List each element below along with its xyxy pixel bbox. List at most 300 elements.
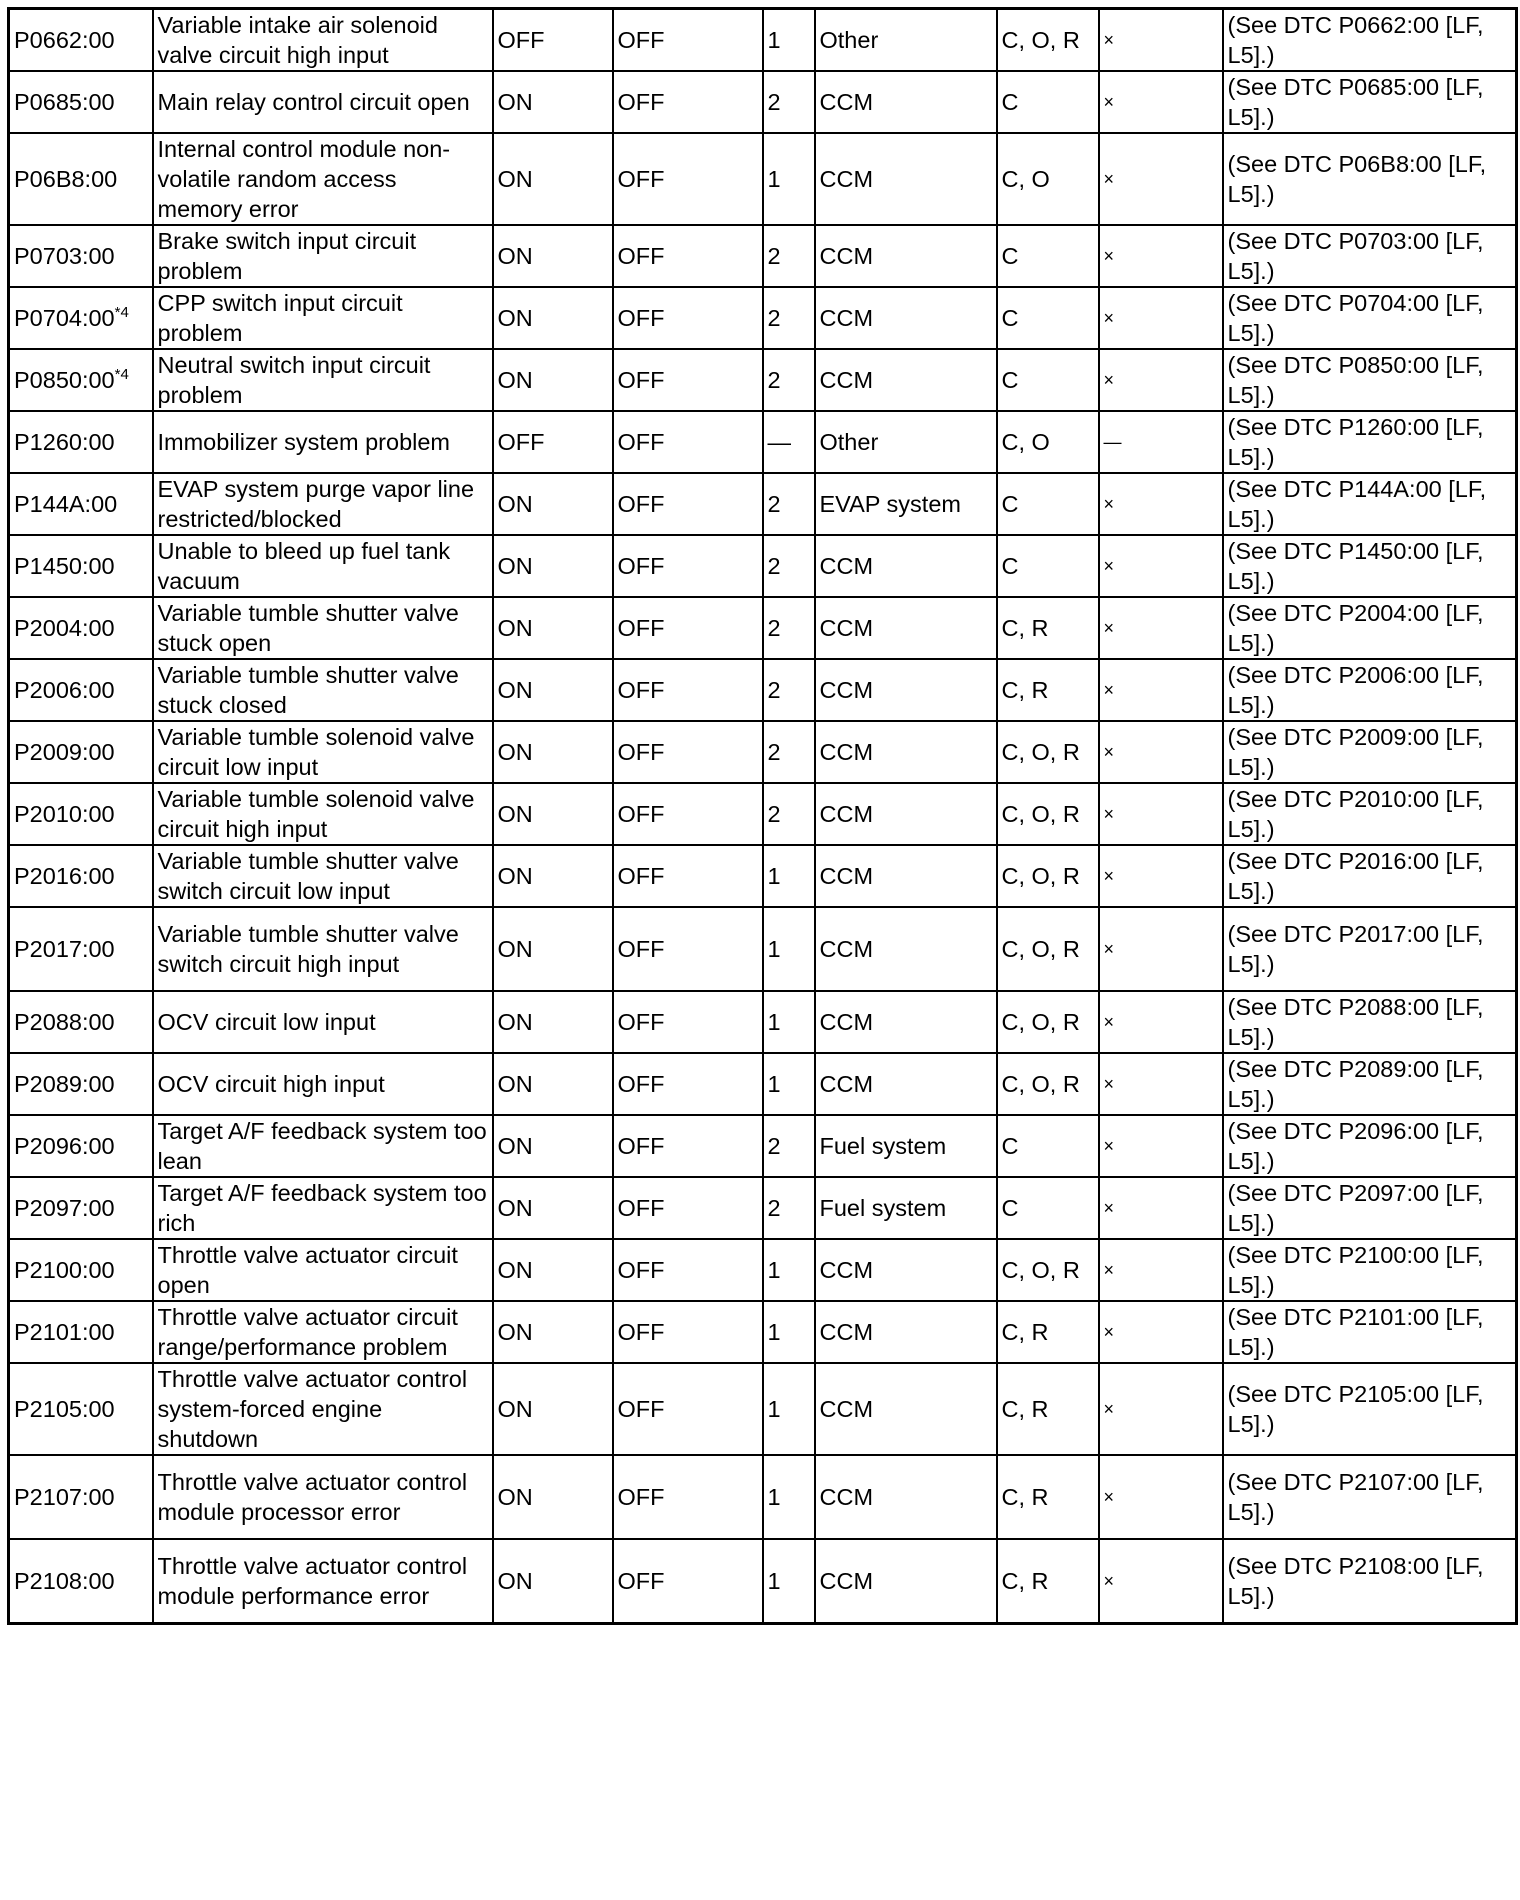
memory-function: C [1001,243,1019,269]
mil-cell [493,1177,613,1239]
reference-link[interactable]: (See DTC P144A:00 [LF, L5].) [1227,476,1487,532]
reference-cell [1223,721,1517,783]
monitor-item: CCM [819,89,874,115]
dtc-code-cell [9,287,153,349]
memory-function-cell [997,1239,1099,1301]
dc-status: OFF [617,1484,665,1510]
mil-cell [493,473,613,535]
dc-status: OFF [617,305,665,331]
drive-cycle: 2 [767,801,781,827]
mark: × [1103,30,1115,50]
memory-function-cell [997,1455,1099,1539]
dc-cell [613,1177,763,1239]
drive-cycle: 2 [767,243,781,269]
table-row [9,659,1517,721]
drive-cycle: 1 [767,166,781,192]
drive-cycle-cell [763,1539,815,1623]
memory-function-cell [997,659,1099,721]
drive-cycle: 2 [767,305,781,331]
dtc-code-cell [9,349,153,411]
memory-function-cell [997,71,1099,133]
mil-cell [493,1363,613,1455]
dtc-code-cell [9,71,153,133]
dtc-description: Variable tumble shutter valve stuck closed [157,662,459,718]
monitor-item-cell [815,783,997,845]
mark-cell [1099,907,1223,991]
table-row [9,225,1517,287]
mark: × [1103,742,1115,762]
memory-function-cell [997,411,1099,473]
mark-cell [1099,1455,1223,1539]
mil-cell [493,721,613,783]
monitor-item: CCM [819,553,874,579]
dc-status: OFF [617,801,665,827]
reference-link[interactable]: (See DTC P2105:00 [LF, L5].) [1227,1381,1484,1437]
reference-cell [1223,287,1517,349]
drive-cycle: 1 [767,1396,781,1422]
dc-cell [613,991,763,1053]
mil-status: ON [497,801,533,827]
mark-cell [1099,1053,1223,1115]
reference-link[interactable]: (See DTC P0685:00 [LF, L5].) [1227,74,1484,130]
dtc-code-cell [9,659,153,721]
mark-cell [1099,1363,1223,1455]
dtc-code: P2009:00 [14,739,115,765]
monitor-item: CCM [819,1396,874,1422]
dc-cell [613,349,763,411]
description-cell [153,1539,493,1623]
memory-function: C [1001,367,1019,393]
memory-function-cell [997,1053,1099,1115]
drive-cycle-cell [763,659,815,721]
monitor-item: CCM [819,677,874,703]
drive-cycle-cell [763,411,815,473]
reference-cell [1223,133,1517,225]
memory-function: C [1001,1195,1019,1221]
mil-cell [493,783,613,845]
dc-cell [613,225,763,287]
memory-function-cell [997,991,1099,1053]
dtc-code: P2089:00 [14,1071,115,1097]
dtc-code: P2006:00 [14,677,115,703]
reference-cell [1223,1053,1517,1115]
dtc-code-cell [9,845,153,907]
monitor-item-cell [815,535,997,597]
mark-cell [1099,597,1223,659]
mil-cell [493,1239,613,1301]
description-cell [153,1301,493,1363]
drive-cycle: 2 [767,491,781,517]
mil-cell [493,349,613,411]
mil-cell [493,1455,613,1539]
mark-cell [1099,411,1223,473]
mil-status: ON [497,1484,533,1510]
dc-status: OFF [617,429,665,455]
memory-function: C, O, R [1001,1071,1080,1097]
mil-status: ON [497,166,533,192]
dtc-description: Target A/F feedback system too lean [157,1118,487,1174]
mil-status: ON [497,305,533,331]
drive-cycle: 2 [767,739,781,765]
dc-cell [613,133,763,225]
drive-cycle-cell [763,783,815,845]
reference-cell [1223,991,1517,1053]
description-cell [153,721,493,783]
reference-cell [1223,1455,1517,1539]
reference-link[interactable]: (See DTC P2100:00 [LF, L5].) [1227,1242,1484,1298]
mark-cell [1099,1539,1223,1623]
mark: × [1103,494,1115,514]
description-cell [153,1053,493,1115]
drive-cycle: 1 [767,1484,781,1510]
drive-cycle-cell [763,287,815,349]
mil-cell [493,907,613,991]
dtc-code-cell [9,1301,153,1363]
reference-cell [1223,845,1517,907]
dtc-code-cell [9,1539,153,1623]
dc-status: OFF [617,1567,665,1594]
reference-link[interactable]: (See DTC P2097:00 [LF, L5].) [1227,1180,1484,1236]
mark-cell [1099,845,1223,907]
dc-cell [613,1301,763,1363]
mark-cell [1099,991,1223,1053]
description-cell [153,9,493,72]
dc-status: OFF [617,553,665,579]
monitor-item: CCM [819,863,874,889]
monitor-item-cell [815,133,997,225]
reference-link[interactable]: (See DTC P2101:00 [LF, L5].) [1227,1304,1484,1360]
dtc-description: Variable tumble shutter valve switch circuit low input [157,848,459,904]
drive-cycle: 1 [767,1009,781,1035]
mark: × [1103,556,1115,576]
monitor-item: Other [819,429,879,455]
dtc-description: Throttle valve actuator control module performance error [157,1552,468,1609]
mark: × [1103,804,1115,824]
dtc-code-cell [9,783,153,845]
description-cell [153,1115,493,1177]
dc-cell [613,597,763,659]
drive-cycle-cell [763,1177,815,1239]
dtc-description: Main relay control circuit open [157,89,470,115]
drive-cycle: 1 [767,863,781,889]
mark: × [1103,680,1115,700]
dtc-description: Internal control module non-volatile random access memory error [157,136,451,222]
drive-cycle-cell [763,1455,815,1539]
monitor-item: CCM [819,1484,874,1510]
dc-status: OFF [617,89,665,115]
dtc-code: P2010:00 [14,801,115,827]
reference-link[interactable]: (See DTC P1260:00 [LF, L5].) [1227,414,1484,470]
mil-status: ON [497,863,533,889]
drive-cycle-cell [763,349,815,411]
monitor-item-cell [815,1455,997,1539]
description-cell [153,1177,493,1239]
memory-function-cell [997,721,1099,783]
memory-function-cell [997,845,1099,907]
dtc-description: Variable tumble solenoid valve circuit high input [157,786,475,842]
table-row [9,907,1517,991]
table-row [9,1301,1517,1363]
drive-cycle-cell [763,535,815,597]
dtc-description: OCV circuit high input [157,1071,385,1097]
table-row [9,845,1517,907]
mark-cell [1099,721,1223,783]
dtc-code: P2016:00 [14,863,115,889]
dc-cell [613,1053,763,1115]
dtc-code-cell [9,1455,153,1539]
drive-cycle: 2 [767,615,781,641]
mark: × [1103,1487,1115,1507]
table-row [9,1053,1517,1115]
description-cell [153,349,493,411]
mil-status: ON [497,1071,533,1097]
reference-link[interactable]: (See DTC P0703:00 [LF, L5].) [1227,228,1484,284]
mark-cell [1099,225,1223,287]
dc-status: OFF [617,615,665,641]
mark: × [1103,246,1115,266]
description-cell [153,71,493,133]
memory-function: C, O, R [1001,27,1080,53]
dtc-description: CPP switch input circuit problem [157,290,403,346]
memory-function: C [1001,1133,1019,1159]
mark-cell [1099,535,1223,597]
reference-link[interactable]: (See DTC P2009:00 [LF, L5].) [1227,724,1484,780]
reference-cell [1223,907,1517,991]
mark-cell [1099,9,1223,72]
memory-function: C, O, R [1001,1009,1080,1035]
dtc-code-cell [9,597,153,659]
dtc-table-body [9,9,1517,1624]
dtc-description: OCV circuit low input [157,1009,376,1035]
dc-cell [613,1455,763,1539]
monitor-item-cell [815,907,997,991]
reference-link[interactable]: (See DTC P2017:00 [LF, L5].) [1227,921,1484,977]
table-row [9,349,1517,411]
reference-link[interactable]: (See DTC P0850:00 [LF, L5].) [1227,352,1484,408]
memory-function: C [1001,553,1019,579]
drive-cycle-cell [763,1115,815,1177]
memory-function: C, O, R [1001,739,1080,765]
reference-cell [1223,1363,1517,1455]
table-row [9,1539,1517,1623]
mil-cell [493,1115,613,1177]
dtc-code: P2096:00 [14,1133,115,1159]
mil-cell [493,597,613,659]
monitor-item: CCM [819,243,874,269]
dc-status: OFF [617,166,665,192]
mark: × [1103,169,1115,189]
reference-cell [1223,597,1517,659]
drive-cycle-cell [763,845,815,907]
mark: × [1103,1012,1115,1032]
reference-link[interactable]: (See DTC P2107:00 [LF, L5].) [1227,1469,1484,1525]
mil-status: ON [497,1257,533,1283]
dtc-code: P06B8:00 [14,166,118,192]
dc-cell [613,845,763,907]
memory-function-cell [997,133,1099,225]
dtc-code-cell [9,133,153,225]
description-cell [153,1363,493,1455]
mark-cell [1099,1239,1223,1301]
table-row [9,1455,1517,1539]
drive-cycle: 1 [767,1071,781,1097]
reference-link[interactable]: (See DTC P1450:00 [LF, L5].) [1227,538,1484,594]
dtc-code: P2097:00 [14,1195,115,1221]
dc-status: OFF [617,863,665,889]
monitor-item-cell [815,71,997,133]
reference-cell [1223,1115,1517,1177]
dc-cell [613,659,763,721]
monitor-item-cell [815,597,997,659]
mil-status: OFF [497,429,545,455]
mark-cell [1099,1177,1223,1239]
mil-status: ON [497,739,533,765]
dtc-code-cell [9,411,153,473]
reference-link[interactable]: (See DTC P06B8:00 [LF, L5].) [1227,151,1487,207]
dtc-description: EVAP system purge vapor line restricted/blocked [157,476,475,532]
reference-cell [1223,225,1517,287]
dc-status: OFF [617,1009,665,1035]
mark: — [1103,432,1122,452]
monitor-item-cell [815,1363,997,1455]
table-row [9,535,1517,597]
reference-link[interactable]: (See DTC P0704:00 [LF, L5].) [1227,290,1484,346]
reference-link[interactable]: (See DTC P2016:00 [LF, L5].) [1227,848,1484,904]
drive-cycle-cell [763,1301,815,1363]
monitor-item-cell [815,473,997,535]
mark: × [1103,618,1115,638]
dc-cell [613,1363,763,1455]
memory-function: C, O, R [1001,801,1080,827]
mark-cell [1099,659,1223,721]
table-row [9,1363,1517,1455]
dtc-code-cell [9,907,153,991]
memory-function-cell [997,9,1099,72]
monitor-item: CCM [819,739,874,765]
reference-link[interactable]: (See DTC P2089:00 [LF, L5].) [1227,1056,1484,1112]
reference-cell [1223,473,1517,535]
reference-cell [1223,535,1517,597]
reference-link[interactable]: (See DTC P2108:00 [LF, L5].) [1227,1552,1484,1609]
mark: × [1103,939,1115,959]
table-row [9,1177,1517,1239]
reference-cell [1223,349,1517,411]
memory-function-cell [997,907,1099,991]
footnote-marker: *4 [114,304,129,321]
description-cell [153,411,493,473]
memory-function: C, R [1001,1396,1049,1422]
reference-link[interactable]: (See DTC P2010:00 [LF, L5].) [1227,786,1484,842]
mark: × [1103,1260,1115,1280]
memory-function: C [1001,305,1019,331]
dc-status: OFF [617,491,665,517]
reference-cell [1223,659,1517,721]
dc-status: OFF [617,243,665,269]
mil-status: ON [497,243,533,269]
drive-cycle-cell [763,597,815,659]
dc-cell [613,907,763,991]
mark-cell [1099,71,1223,133]
description-cell [153,225,493,287]
monitor-item-cell [815,721,997,783]
monitor-item: CCM [819,936,874,962]
dtc-table [7,7,1518,1625]
reference-link[interactable]: (See DTC P2088:00 [LF, L5].) [1227,994,1484,1050]
dtc-description: Variable tumble shutter valve stuck open [157,600,459,656]
monitor-item: Fuel system [819,1195,947,1221]
table-row [9,9,1517,72]
mil-status: ON [497,936,533,962]
dtc-description: Throttle valve actuator circuit open [157,1242,458,1298]
dc-cell [613,1539,763,1623]
monitor-item-cell [815,9,997,72]
reference-link[interactable]: (See DTC P2004:00 [LF, L5].) [1227,600,1484,656]
description-cell [153,1239,493,1301]
dtc-code-cell [9,1239,153,1301]
dc-cell [613,721,763,783]
dtc-code-cell [9,991,153,1053]
mil-cell [493,225,613,287]
memory-function-cell [997,597,1099,659]
monitor-item-cell [815,1539,997,1623]
memory-function: C [1001,89,1019,115]
mark: × [1103,1399,1115,1419]
monitor-item-cell [815,1115,997,1177]
reference-link[interactable]: (See DTC P0662:00 [LF, L5].) [1227,12,1484,68]
dtc-code: P2107:00 [14,1484,115,1510]
reference-cell [1223,411,1517,473]
dtc-description: Throttle valve actuator circuit range/performance problem [157,1304,458,1360]
memory-function: C, R [1001,615,1049,641]
memory-function-cell [997,225,1099,287]
reference-link[interactable]: (See DTC P2096:00 [LF, L5].) [1227,1118,1484,1174]
dtc-description: Unable to bleed up fuel tank vacuum [157,538,451,594]
mil-cell [493,659,613,721]
dc-cell [613,9,763,72]
dtc-description: Brake switch input circuit problem [157,228,417,284]
dc-cell [613,1239,763,1301]
memory-function-cell [997,349,1099,411]
monitor-item-cell [815,659,997,721]
dc-status: OFF [617,1133,665,1159]
mil-cell [493,133,613,225]
dtc-code: P0703:00 [14,243,115,269]
table-row [9,411,1517,473]
reference-link[interactable]: (See DTC P2006:00 [LF, L5].) [1227,662,1484,718]
dc-cell [613,1115,763,1177]
monitor-item-cell [815,349,997,411]
dtc-table-page [7,7,1515,1625]
monitor-item-cell [815,287,997,349]
memory-function-cell [997,1363,1099,1455]
monitor-item: Fuel system [819,1133,947,1159]
dc-cell [613,71,763,133]
dc-cell [613,783,763,845]
memory-function-cell [997,1301,1099,1363]
drive-cycle-cell [763,1239,815,1301]
monitor-item: CCM [819,166,874,192]
mil-cell [493,1301,613,1363]
memory-function-cell [997,535,1099,597]
footnote-marker: *4 [114,366,129,383]
mil-status: ON [497,367,533,393]
mil-cell [493,287,613,349]
description-cell [153,535,493,597]
drive-cycle-cell [763,225,815,287]
dtc-description: Variable intake air solenoid valve circuit high input [157,12,438,68]
mark: × [1103,1074,1115,1094]
dtc-code: P1260:00 [14,429,115,455]
